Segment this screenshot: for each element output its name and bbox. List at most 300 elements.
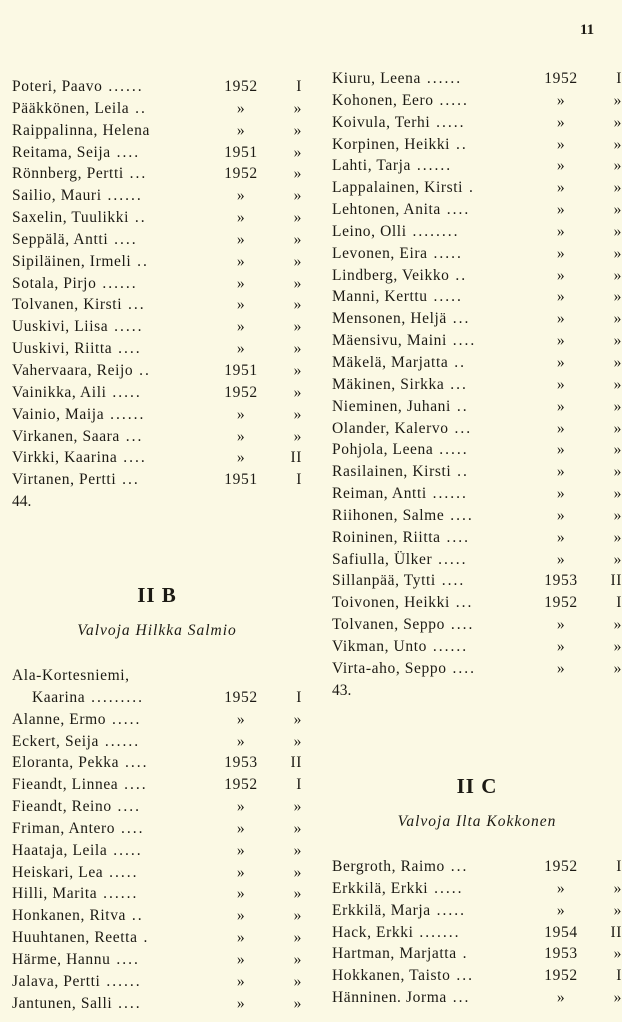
entry-class: » [613, 879, 622, 897]
entry-name-text: Korpinen, Heikki [332, 135, 451, 153]
entry-name [332, 461, 469, 483]
entry-class: » [613, 113, 622, 131]
entry-class: » [613, 989, 622, 1007]
entry-year: 1952 [544, 967, 578, 985]
entry-class: » [613, 463, 622, 481]
entry-name-text: Seppälä, Antti [12, 230, 109, 248]
entry-name-text: Mäkelä, Marjatta [332, 353, 449, 371]
entry-class: » [293, 121, 302, 139]
entry-name-text: Nieminen, Juhani [332, 397, 451, 415]
entry-name-text: Pääkkönen, Leila [12, 99, 130, 117]
entry-name-text: Leino, Olli [332, 222, 407, 240]
entry-class: I [616, 858, 622, 875]
list-item [332, 221, 622, 243]
entry-name-text: Sotala, Pirjo [12, 274, 97, 292]
entry-name-text: Eloranta, Pekka [12, 754, 120, 772]
entry-name [32, 687, 144, 709]
entry-class: » [293, 950, 302, 968]
entry-name [332, 658, 476, 680]
leader-dots: .... [112, 994, 142, 1012]
entry-year: 1953 [544, 572, 578, 590]
list-item [12, 949, 302, 971]
entry-name [12, 949, 140, 971]
entry-name [12, 294, 146, 316]
entry-class: I [616, 967, 622, 985]
entry-year: » [556, 288, 566, 306]
leader-dots: ..... [103, 863, 139, 881]
entry-year: » [236, 732, 246, 750]
entry-name-text: Jantunen, Salli [12, 994, 113, 1012]
list-item [12, 142, 302, 164]
entry-name [12, 905, 144, 927]
entry-name-text: Reitama, Seija [12, 143, 111, 161]
entry-year: » [236, 449, 246, 467]
entry-name [332, 965, 474, 987]
leader-dots: .... [446, 659, 476, 677]
entry-class: » [293, 99, 302, 117]
section-supervisor: Valvoja Hilkka Salmio [77, 622, 237, 639]
entry-name [12, 338, 142, 360]
entry-name [332, 221, 460, 243]
iib-entries [12, 687, 302, 1015]
entry-year: 1952 [224, 688, 258, 706]
leader-dots: ... [444, 858, 469, 875]
entry-year: » [236, 99, 246, 117]
list-total-right: 43. [332, 681, 352, 699]
list-item [332, 658, 622, 680]
entry-name [12, 993, 142, 1015]
entry-class: » [293, 405, 302, 423]
entry-name [332, 987, 470, 1009]
entry-name [332, 570, 465, 592]
list-item [332, 461, 622, 483]
list-item [12, 971, 302, 993]
entry-name-text: Virtanen, Pertti [12, 471, 117, 489]
leader-dots: ..... [107, 841, 143, 859]
entry-name [332, 505, 474, 527]
leader-dots: ...... [411, 157, 453, 175]
continued-list-right [332, 68, 622, 680]
entry-class: » [613, 375, 622, 393]
leader-dots: .... [117, 449, 147, 467]
leader-dots: ... [450, 967, 474, 985]
entry-year: » [556, 637, 566, 655]
entry-name [12, 98, 147, 120]
entry-name [12, 426, 143, 448]
entry-name [332, 636, 468, 658]
entry-class: I [296, 471, 302, 489]
leader-dots: . [137, 929, 150, 947]
list-item [332, 68, 622, 90]
leader-dots: .... [444, 506, 474, 524]
list-item [12, 709, 302, 731]
entry-year: » [236, 187, 246, 205]
entry-year: » [236, 121, 246, 139]
entry-year: » [556, 113, 566, 131]
entry-year: » [236, 841, 246, 859]
entry-class: » [293, 296, 302, 314]
leader-dots: ..... [428, 879, 464, 897]
leader-dots: .. [133, 361, 151, 379]
leader-dots: .... [440, 201, 471, 219]
entry-name [332, 352, 466, 374]
leader-dots: . [456, 945, 469, 963]
entry-year: 1953 [544, 945, 578, 963]
list-item [12, 840, 302, 862]
entry-name [12, 731, 140, 753]
list-item [332, 286, 622, 308]
leader-dots: ......... [85, 688, 145, 706]
entry-class: » [613, 91, 622, 109]
entry-name-text: Hack, Erkki [332, 923, 414, 941]
entry-year: 1954 [544, 923, 578, 941]
entry-year: » [556, 528, 566, 546]
entry-year: » [236, 296, 246, 314]
list-item [332, 155, 622, 177]
list-item [332, 505, 622, 527]
list-item [332, 199, 622, 221]
entry-class: » [293, 710, 302, 728]
entry-year: » [236, 819, 246, 837]
entry-class: » [293, 340, 302, 358]
leader-dots: .... [444, 616, 475, 634]
list-item [12, 229, 302, 251]
list-item [12, 862, 302, 884]
entry-year: 1951 [224, 143, 258, 161]
entry-year: » [556, 463, 566, 481]
entry-year: » [236, 427, 246, 445]
leader-dots: ...... [97, 885, 139, 903]
entry-class: » [293, 318, 302, 336]
list-item [332, 308, 622, 330]
entry-class: I [296, 78, 302, 95]
entry-year: » [236, 340, 246, 358]
entry-name [332, 374, 468, 396]
entry-name-text: Koivula, Terhi [332, 113, 431, 131]
entry-name [332, 592, 473, 614]
entry-name [12, 818, 145, 840]
continued-list-left [12, 76, 302, 491]
list-item [12, 98, 302, 120]
list-item [332, 265, 622, 287]
entry-year: » [556, 91, 566, 109]
entry-name: Ala-Kortesniemi, [12, 667, 130, 684]
entry-year: » [556, 310, 566, 328]
entry-year: » [236, 230, 246, 248]
entry-name-text: Raippalinna, Helena [12, 121, 150, 139]
entry-name-text: Kohonen, Eero [332, 91, 434, 109]
list-item [12, 185, 302, 207]
leader-dots: ..... [430, 113, 466, 131]
entry-class: » [613, 157, 622, 175]
entry-name-text: Fieandt, Linnea [12, 776, 119, 794]
leader-dots: .. [126, 907, 144, 925]
entry-name [12, 316, 143, 338]
entry-class: » [293, 230, 302, 248]
entry-class: » [613, 901, 622, 919]
leader-dots: .... [446, 332, 477, 350]
entry-name [332, 943, 468, 965]
entry-name-text: Rasilainen, Kirsti [332, 463, 452, 481]
leader-dots: .... [118, 776, 148, 794]
list-item [332, 439, 622, 461]
list-item [12, 251, 302, 273]
entry-name [12, 273, 138, 295]
list-item [12, 752, 302, 774]
entry-class: » [293, 929, 302, 947]
entry-name-text: Sipiläinen, Irmeli [12, 252, 132, 270]
leader-dots: .... [111, 798, 142, 816]
entry-name-text: Saxelin, Tuulikki [12, 209, 130, 227]
entry-name-text: Lappalainen, Kirsti [332, 179, 464, 197]
leader-dots: ..... [106, 710, 142, 728]
entry-year: 1953 [224, 754, 258, 772]
entry-year: 1952 [224, 165, 258, 183]
entry-name [12, 120, 150, 142]
entry-class: » [293, 187, 302, 205]
leader-dots: .. [129, 209, 147, 227]
entry-name [332, 199, 470, 221]
entry-year: 1951 [224, 361, 258, 379]
list-item [12, 360, 302, 382]
list-item [12, 404, 302, 426]
entry-name [12, 251, 149, 273]
entry-name-text: Mäensivu, Maini [332, 332, 447, 350]
entry-name-text: Erkkilä, Marja [332, 901, 431, 919]
entry-class: » [613, 945, 622, 963]
leader-dots: ...... [100, 972, 142, 990]
entry-name [12, 883, 138, 905]
entry-name [332, 527, 470, 549]
entry-name-text: Uuskivi, Riitta [12, 340, 113, 358]
section-iic [332, 774, 622, 831]
list-item [12, 927, 302, 949]
list-item [12, 687, 302, 709]
entry-year: » [556, 419, 566, 437]
entry-year: » [236, 929, 246, 947]
entry-name [332, 900, 466, 922]
list-item [332, 330, 622, 352]
leader-dots: ... [122, 296, 146, 314]
entry-name [12, 469, 140, 491]
entry-year: 1952 [544, 70, 578, 87]
entry-year: » [236, 885, 246, 903]
section-heading: II B [137, 583, 177, 607]
entry-class: I [616, 70, 622, 87]
entry-name [332, 614, 474, 636]
entry-class: » [613, 528, 622, 546]
list-item [332, 636, 622, 658]
entry-year: » [556, 659, 566, 677]
list-item [332, 374, 622, 396]
entry-name [12, 163, 147, 185]
list-item [12, 338, 302, 360]
entry-year: 1952 [544, 858, 578, 875]
leader-dots: .... [112, 340, 142, 358]
entry-name-text: Mensonen, Heljä [332, 310, 447, 328]
entry-class: » [613, 244, 622, 262]
leader-dots: ..... [430, 901, 467, 919]
entry-name-text: Olander, Kalervo [332, 419, 449, 437]
list-item [332, 177, 622, 199]
list-item [332, 900, 622, 922]
list-item [332, 90, 622, 112]
leader-dots: ...... [426, 485, 468, 503]
entry-name-text: Roininen, Riitta [332, 528, 441, 546]
entry-name [12, 971, 142, 993]
leader-dots: .... [440, 528, 470, 546]
entry-name-text: Fieandt, Reino [12, 798, 112, 816]
entry-name-text: Hilli, Marita [12, 885, 98, 903]
entry-name-text: Safiulla, Ülker [332, 550, 433, 568]
entry-year: » [236, 710, 246, 728]
entry-year: » [556, 222, 566, 240]
entry-year: » [236, 209, 246, 227]
entry-year: » [556, 397, 566, 415]
entry-name-text: Tolvanen, Kirsti [12, 296, 123, 314]
entry-name-text: Hänninen. Jorma [332, 989, 447, 1007]
entry-class: » [613, 397, 622, 415]
entry-class: II [290, 754, 302, 772]
entry-name-text: Lindberg, Veikko [332, 266, 450, 284]
leader-dots: .. [129, 99, 147, 117]
entry-name [12, 709, 141, 731]
entry-class: » [613, 332, 622, 350]
entry-class: » [293, 798, 302, 816]
leader-dots: ........ [406, 222, 460, 240]
list-total-left: 44. [12, 493, 32, 511]
list-item [12, 905, 302, 927]
leader-dots: ..... [433, 91, 469, 109]
right-column [332, 68, 622, 701]
entry-class: » [293, 907, 302, 925]
entry-name-text: Virkanen, Saara [12, 427, 120, 445]
list-item [332, 922, 622, 944]
entry-class: » [293, 361, 302, 379]
entry-name-text: Hartman, Marjatta [332, 945, 457, 963]
list-item [332, 134, 622, 156]
leader-dots: ...... [104, 405, 146, 423]
entry-class: II [290, 449, 302, 467]
entry-name [332, 265, 467, 287]
entry-year: » [556, 506, 566, 524]
entry-class: » [293, 383, 302, 401]
leader-dots: ... [449, 594, 474, 612]
entry-name [12, 927, 149, 949]
entry-class: » [613, 637, 622, 655]
entry-year: » [556, 441, 566, 459]
list-item [12, 207, 302, 229]
entry-name [332, 922, 461, 944]
leader-dots: ... [123, 165, 148, 183]
entry-year: 1952 [544, 594, 578, 612]
entry-year: » [556, 157, 566, 175]
list-item [332, 965, 622, 987]
entry-class: » [613, 659, 622, 677]
leader-dots: ... [444, 375, 468, 393]
entry-class: » [613, 616, 622, 634]
leader-dots: ..... [108, 318, 144, 336]
entry-name [332, 396, 469, 418]
entry-year: » [556, 179, 566, 197]
leader-dots: ..... [433, 441, 469, 459]
section-iib [12, 583, 302, 640]
entry-year: » [236, 252, 246, 270]
entry-name-text: Tolvanen, Seppo [332, 616, 445, 634]
leader-dots: .. [131, 252, 149, 270]
entry-name [12, 185, 143, 207]
list-item [332, 483, 622, 505]
entry-year: » [236, 907, 246, 925]
entry-class: » [613, 310, 622, 328]
entry-name [12, 360, 151, 382]
entry-name-text: Virta-aho, Seppo [332, 659, 447, 677]
page-number: 11 [580, 22, 595, 38]
list-item [332, 614, 622, 636]
entry-name-text: Reiman, Antti [332, 485, 427, 503]
leader-dots: .... [119, 754, 149, 772]
entry-class: II [610, 923, 622, 941]
entry-name [332, 112, 466, 134]
entry-name-text: Levonen, Eira [332, 244, 428, 262]
entry-class: » [293, 209, 302, 227]
leader-dots: ... [446, 989, 471, 1007]
leader-dots: .. [451, 463, 469, 481]
entry-name [12, 840, 143, 862]
entry-name-text: Honkanen, Ritva [12, 907, 127, 925]
entry-name [332, 439, 469, 461]
entry-name-text: Bergroth, Raimo [332, 858, 445, 875]
entry-name-text: Manni, Kerttu [332, 288, 428, 306]
entry-class: » [613, 550, 622, 568]
entry-name-text: Lahti, Tarja [332, 157, 411, 175]
leader-dots: ....... [413, 923, 461, 941]
leader-dots: .... [115, 819, 145, 837]
list-item [12, 382, 302, 404]
entry-name [12, 382, 142, 404]
list-item [12, 818, 302, 840]
leader-dots: .... [110, 950, 140, 968]
list-item [12, 273, 302, 295]
entry-class: I [296, 776, 302, 794]
entry-class: » [613, 222, 622, 240]
entry-name-text: Pohjola, Leena [332, 441, 434, 459]
entry-class: » [293, 863, 302, 881]
entry-class: » [293, 143, 302, 161]
entry-name-text: Virkki, Kaarina [12, 449, 118, 467]
entry-class: » [293, 994, 302, 1012]
entry-name-text: Heiskari, Lea [12, 863, 104, 881]
list-item [332, 112, 622, 134]
entry-year: » [556, 375, 566, 393]
leader-dots: ... [446, 310, 471, 328]
list-item [332, 878, 622, 900]
leader-dots: ..... [427, 244, 463, 262]
entry-year: » [556, 353, 566, 371]
leader-dots: ... [448, 419, 473, 437]
entry-name [332, 330, 476, 352]
entry-year: » [236, 798, 246, 816]
entry-year: » [556, 989, 566, 1007]
entry-year: » [556, 550, 566, 568]
entry-class: » [613, 485, 622, 503]
list-item [12, 294, 302, 316]
entry-name [12, 207, 147, 229]
entry-class: » [613, 135, 622, 153]
list-item [332, 527, 622, 549]
list-item [12, 163, 302, 185]
entry-class: » [293, 841, 302, 859]
